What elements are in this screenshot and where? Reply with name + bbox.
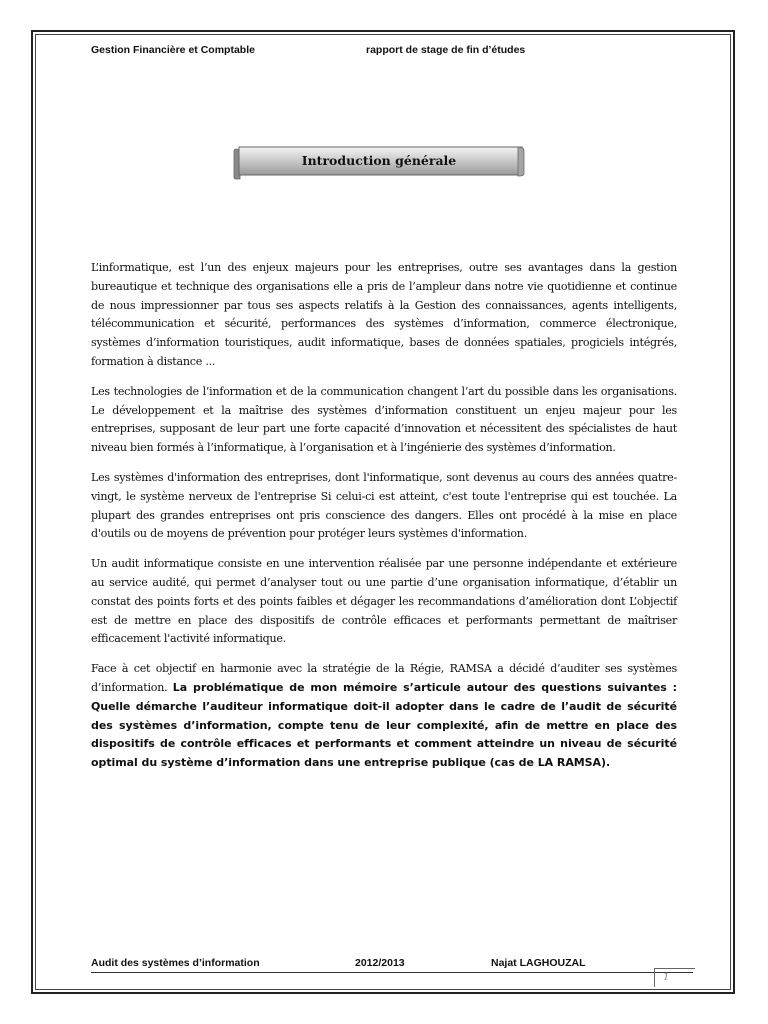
footer-left-text: Audit des systèmes d’information [91,957,260,969]
paragraph-5 [91,660,677,773]
paragraph-2: Les technologies de l’information et de la communication changent l’art du possible dans les organisations. Le développement et la maîtrise des systèmes d’information constituent un enjeu majeur pour les entreprises, supposant de leur part une forte capacité d’innovation et nécessitent des spécialistes de haut niveau bien formés à l’informatique, à l’organisation et à l’ingénierie des systèmes d’information. [91,384,677,455]
title-banner [232,145,526,180]
paragraph-1: L’informatique, est l’un des enjeux majeurs pour les entreprises, outre ses avantages dans la gestion bureautique et technique des organisations elle a pris de l’ampleur dans notre vie quotidienne et continue de nous impressionner par tous ses aspects relatifs à la Gestion des connaissances, agents intelligents, télécommunication et sécurité, performances des systèmes d’information, commerce électronique, systèmes d’information touristiques, audit informatique, bases de données spatiales, progiciels intégrés, formation à distance ... [91,261,677,368]
section-title: Introduction générale [301,153,457,168]
footer-year: 2012/2013 [355,957,405,969]
paragraph-5-intro: Face à cet objectif en harmonie avec la stratégie de la Régie, RAMSA a décidé d’auditer ses systèmes d’information. [91,662,677,694]
paragraph-4: Un audit informatique consiste en une intervention réalisée par une personne indépendante et extérieure au service audité, qui permet d’analyser tout ou une partie d’une organisation informatique, d’établir un constat des points forts et des points faibles et dégager les recommandations d’amélioration dont L’objectif est de mettre en place des dispositifs de contrôle efficaces et performants permettant de maîtriser efficacement l'activité informatique. [91,557,677,646]
paragraph-5-problem-statement: La problématique de mon mémoire s’articule autour des questions suivantes : Quelle démarche l’auditeur informatique doit-il adopter dans le cadre de l’audit de sécurité des systèmes d’information, compte tenu de leur complexité, afin de mettre en place des dispositifs de contrôle efficaces et performants et comment atteindre un niveau de sécurité optimal du système d’information dans une entreprise publique (cas de LA RAMSA). [91,680,677,770]
page-number: 1 [663,972,670,983]
page-number-box [654,968,695,987]
footer-divider [91,972,693,973]
footer-author: Najat LAGHOUZAL [491,957,586,969]
document-body [91,259,677,784]
paragraph-3: Les systèmes d'information des entreprises, dont l'informatique, sont devenus au cours des années quatre-vingt, le système nerveux de l'entreprise Si celui-ci est atteint, c'est toute l'entreprise qui est touchée. La plupart des grandes entreprises ont pris conscience des dangers. Elles ont procédé à la mise en place d'outils ou de moyens de prévention pour protéger leurs systèmes d'information. [91,470,677,541]
header-right-text: rapport de stage de fin d’études [366,44,526,56]
header-left-text: Gestion Financière et Comptable [91,44,255,56]
